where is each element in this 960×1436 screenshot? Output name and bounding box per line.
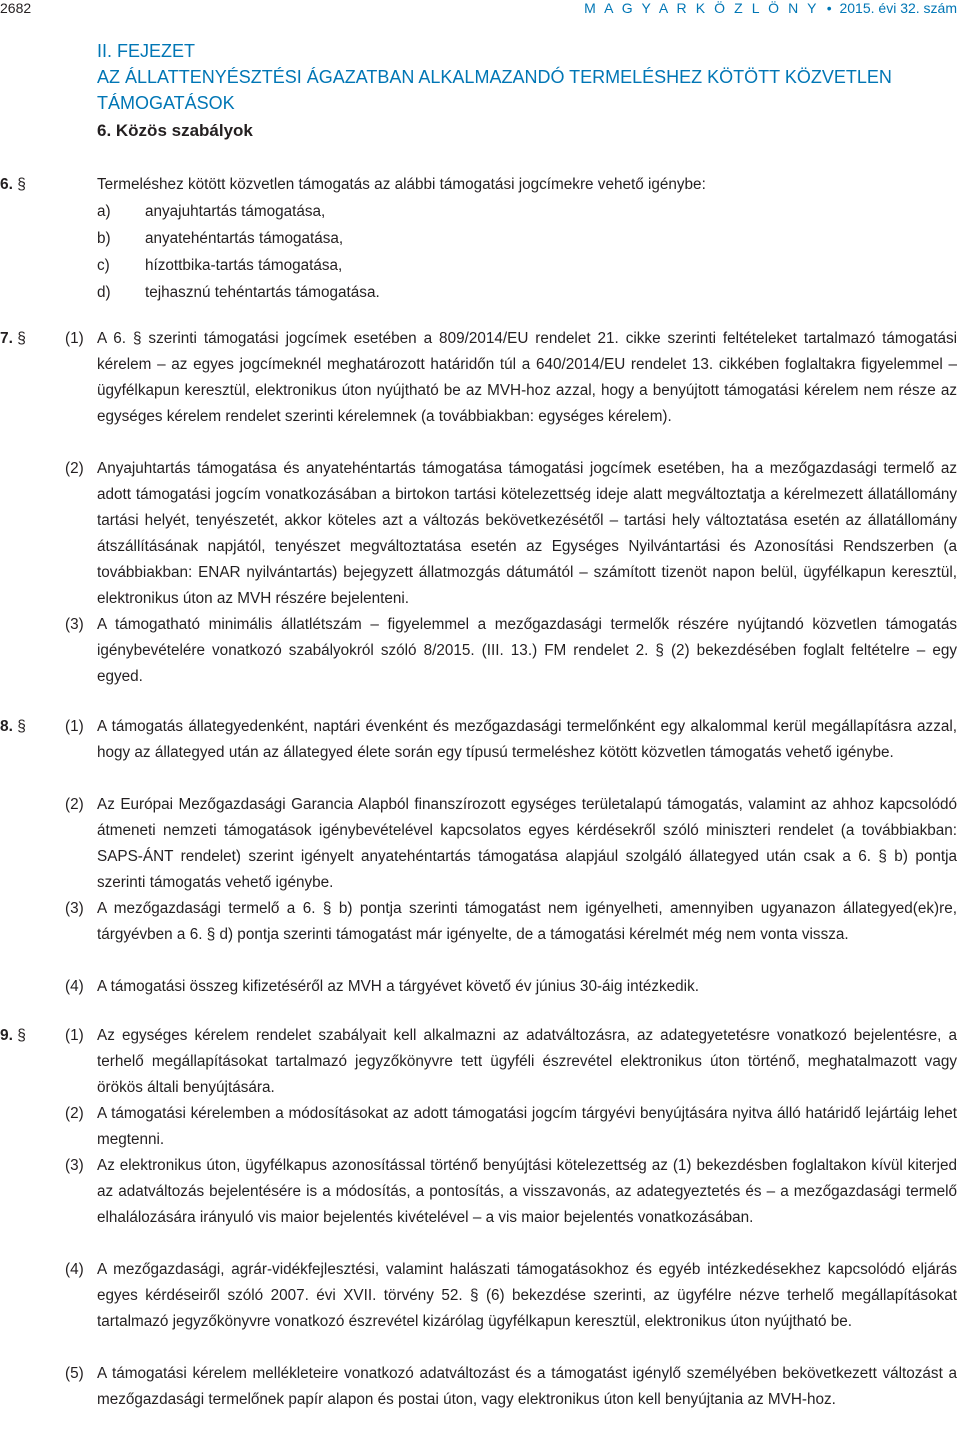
paragraph-number-value: 7. (0, 330, 13, 347)
subsection-label: (3) (65, 616, 84, 633)
paragraph-number-value: 9. (0, 1027, 13, 1044)
paragraph-number (0, 714, 26, 740)
section-sign: § (17, 330, 26, 347)
list-item-text: anyajuhtartás támogatása, (145, 203, 326, 220)
list-item-label: b) (97, 230, 111, 247)
list-item-label: c) (97, 257, 110, 274)
subsection-text: A támogatható minimális állatlétszám – figyelemmel a mezőgazdasági termelők részére nyújtandó közvetlen támogatás igénybevételére vonatkozó szabályokról szóló 8/2015. (III. 13.) FM rendelet 2. § (2) bekezdésében foglalt feltételre – egy egyed. (97, 616, 957, 685)
section-sign: § (17, 718, 26, 735)
journal-title: M A G Y A R K Ö Z L Ö N Y (584, 0, 820, 16)
chapter-title: AZ ÁLLATTENYÉSZTÉSI ÁGAZATBAN ALKALMAZANDÓ TERMELÉSHEZ KÖTÖTT KÖZVETLEN TÁMOGATÁSOK (97, 67, 892, 113)
subsection-text: Az elektronikus úton, ügyfélkapus azonosítással történő benyújtási kötelezettség az (1) bekezdésben foglaltakon kívül kiterjed az adatváltozás bejelentésére is a módosítás, a pontosítás, a visszavonás, az adategyeztetés és – a mezőgazdasági termelő elhalálozására irányuló vis maior bejelentés kivételével – a vis maior bejelentés vonatkozásában. (97, 1157, 957, 1226)
section-title: 6. Közös szabályok (97, 121, 253, 140)
subsection-label: (1) (65, 1027, 84, 1044)
subsection-label: (5) (65, 1365, 84, 1382)
issue-label: 2015. évi 32. szám (839, 0, 957, 16)
paragraph-number (0, 172, 26, 198)
section-sign: § (17, 176, 26, 193)
list-item-text: anyatehéntartás támogatása, (145, 230, 344, 247)
header-separator: • (826, 0, 832, 16)
subsection-text: A 6. § szerinti támogatási jogcímek esetében a 809/2014/EU rendelet 21. cikke szerinti feltételeket tartalmazó támogatási kérelem – az egyes jogcímeknél meghatározott határidőn túl a 640/2014/EU rendelet 13. cikkében foglaltakra figyelemmel – ügyfélkapun keresztül, elektronikus úton nyújtható be az MVH-hoz azzal, hogy a benyújtott támogatási kérelem nem része az egységes kérelem rendelet szerinti kérelemnek (a továbbiakban: egységes kérelem). (97, 330, 957, 425)
subsection-label: (2) (65, 1105, 84, 1122)
subsection-label: (1) (65, 330, 84, 347)
page-number: 2682 (0, 0, 32, 16)
paragraph-number (0, 1023, 26, 1049)
subsection-label: (2) (65, 460, 84, 477)
chapter-heading (97, 38, 957, 116)
paragraph-intro: Termeléshez kötött közvetlen támogatás az alábbi támogatási jogcímekre vehető igénybe: (97, 176, 706, 193)
subsection-label: (4) (65, 1261, 84, 1278)
chapter-number: II. FEJEZET (97, 41, 196, 61)
subsection-label: (2) (65, 796, 84, 813)
subsection-label: (3) (65, 1157, 84, 1174)
subsection-text: Az egységes kérelem rendelet szabályait kell alkalmazni az adatváltozásra, az adategyetetésre vonatkozó bejelentésre, a terhelő megállapításokat tartalmazó jegyzőkönyvre tett ügyféli észrevétel elektronikus úton történő, meghatalmazott vagy örökös általi benyújtására. (97, 1027, 957, 1096)
subsection-text: A támogatási összeg kifizetéséről az MVH a tárgyévet követő év június 30-áig intézkedik. (97, 978, 699, 995)
list-item-text: hízottbika-tartás támogatása, (145, 257, 343, 274)
subsection-label: (4) (65, 978, 84, 995)
paragraph-number-value: 6. (0, 176, 13, 193)
running-header (584, 0, 957, 16)
subsection-text: A mezőgazdasági termelő a 6. § b) pontja szerinti támogatást nem igényelheti, amennyiben ugyanazon állategyed(ek)re, tárgyévben a 6. § d) pontja szerinti támogatást már igényelte, de a támogatási kérelmét még nem vonta vissza. (97, 900, 957, 943)
subsection-text: A támogatási kérelem mellékleteire vonatkozó adatváltozást és a támogatást igénylő személyében bekövetkezett változást a mezőgazdasági termelőnek papír alapon és postai úton, vagy elektronikus úton kell benyújtania az MVH-hoz. (97, 1365, 957, 1408)
list-item-label: d) (97, 284, 111, 301)
subsection-text: Az Európai Mezőgazdasági Garancia Alapból finanszírozott egységes területalapú támogatás, valamint az ahhoz kapcsolódó átmeneti nemzeti támogatások igénybevételével kapcsolatos egyes kérdésekről szóló miniszteri rendelet (a továbbiakban: SAPS-ÁNT rendelet) szerint igényelt anyatehéntartás támogatása alapjául szolgáló állategyed után csak a 6. § b) pontja szerinti támogatás vehető igénybe. (97, 796, 957, 891)
subsection-text: A mezőgazdasági, agrár-vidékfejlesztési, valamint halászati támogatásokhoz és egyéb intézkedésekhez kapcsolódó eljárás egyes kérdéseiről szóló 2007. évi XVII. törvény 52. § (6) bekezdése szerinti, az ügyfélre nézve terhelő megállapításokat tartalmazó jegyzőkönyvre vonatkozó észrevétel kizárólag ügyfélkapun keresztül, elektronikus úton nyújtható be. (97, 1261, 957, 1330)
subsection-label: (3) (65, 900, 84, 917)
section-sign: § (17, 1027, 26, 1044)
subsection-text: A támogatás állategyedenként, naptári évenként és mezőgazdasági termelőnként egy alkalommal kerül megállapításra azzal, hogy az állategyed után az állategyed élete során egy típusú termeléshez kötött közvetlen támogatás vehető igénybe. (97, 718, 957, 761)
paragraph-number (0, 326, 26, 352)
paragraph-number-value: 8. (0, 718, 13, 735)
subsection-label: (1) (65, 718, 84, 735)
list-item-label: a) (97, 203, 111, 220)
subsection-text: A támogatási kérelemben a módosításokat az adott támogatási jogcím tárgyévi benyújtására nyitva álló határidő lejártáig lehet megtenni. (97, 1105, 957, 1148)
subsection-text: Anyajuhtartás támogatása és anyatehéntartás támogatása támogatási jogcímek esetében, ha a mezőgazdasági termelő az adott támogatási jogcím vonatkozásában a birtokon tartási kötelezettség ideje alatt megváltoztatja a kérelmezett állatállomány tartási helyét, tenyészetét, akkor köteles azt a változás bekövetkezésétől – tartási hely változtatása esetén az állatállomány átszállításának napjától, tenyészet megváltoztatása esetén az Egységes Nyilvántartási és Azonosítási Rendszerben (a továbbiakban: ENAR nyilvántartás) bejegyzett állatmozgás dátumától – számított tizenöt napon belül, ügyfélkapun keresztül, elektronikus úton az MVH részére bejelenteni. (97, 460, 957, 607)
list-item-text: tejhasznú tehéntartás támogatása. (145, 284, 380, 301)
